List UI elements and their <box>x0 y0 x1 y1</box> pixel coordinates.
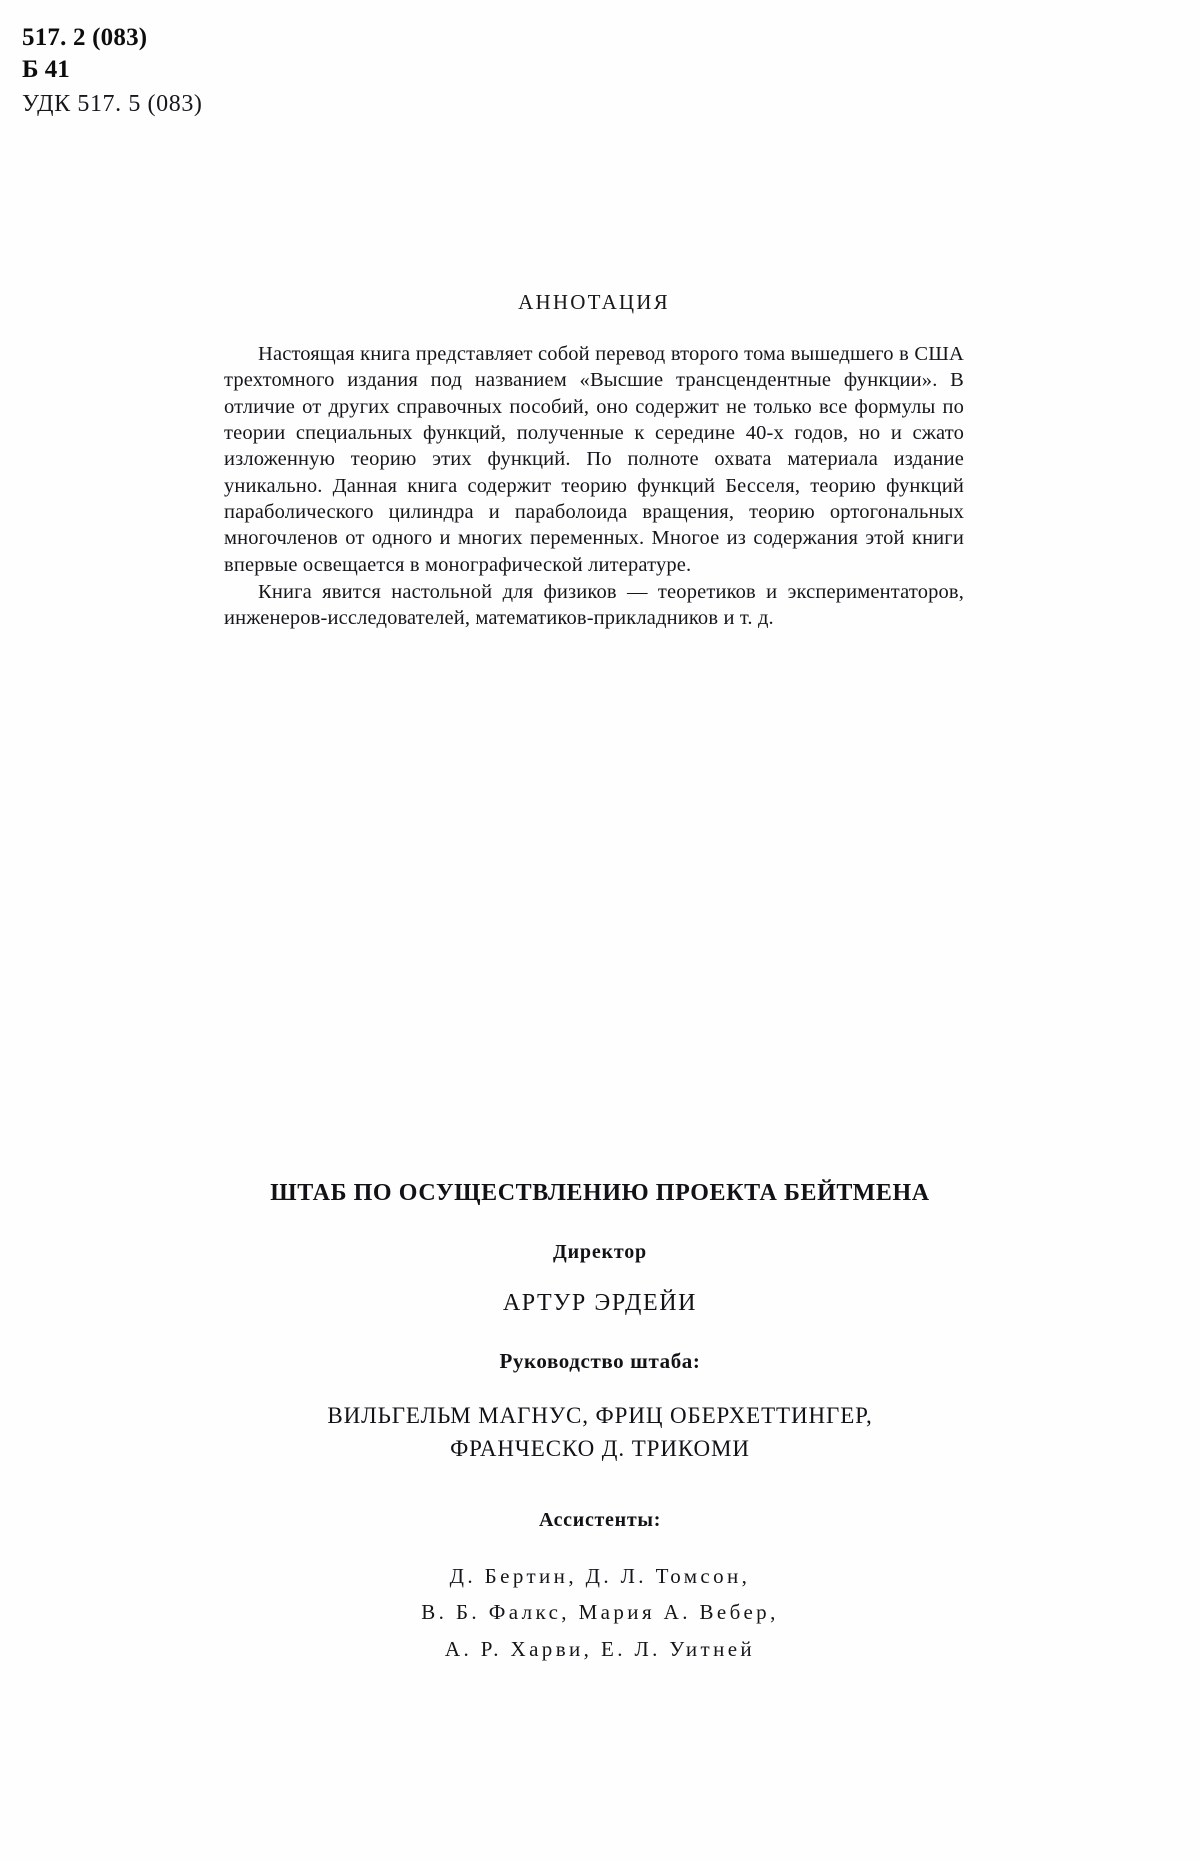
leadership-line: ВИЛЬГЕЛЬМ МАГНУС, ФРИЦ ОБЕРХЕТТИНГЕР, <box>327 1403 873 1428</box>
director-name: АРТУР ЭРДЕЙИ <box>502 1290 698 1316</box>
leadership-line: ФРАНЧЕСКО Д. ТРИКОМИ <box>450 1435 750 1461</box>
leadership-names <box>150 1400 1050 1465</box>
staff-title: ШТАБ ПО ОСУЩЕСТВЛЕНИЮ ПРОЕКТА БЕЙТМЕНА <box>270 1180 930 1206</box>
classification-code-shelf: Б 41 <box>22 56 70 84</box>
annotation-paragraph: Книга явится настольной для физиков — теоретиков и экспериментаторов, инженеров-исследователей, математиков-прикладников и т. д. <box>224 580 964 630</box>
staff-block <box>150 1180 1050 1667</box>
annotation-paragraph: Настоящая книга представляет собой перевод второго тома вышедшего в США трехтомного издания под названием «Высшие трансцендентные функции». В отличие от других справочных пособий, оно содержит не только все формулы по теории специальных функций, полученные к середине 40-х годов, но и сжато изложенную теорию этих функций. По полноте охвата материала издание уникально. Данная книга содержит теорию функций Бесселя, теорию функций параболического цилиндра и параболоида вращения, теорию ортогональных многочленов от одного и многих переменных. Многое из содержания этой книги впервые освещается в монографической литературе. <box>224 343 964 576</box>
annotation-block <box>224 290 964 632</box>
assistant-line: В. Б. Фалкс, Мария А. Вебер, <box>421 1600 779 1625</box>
director-label: Директор <box>553 1241 647 1263</box>
classification-code-main: 517. 2 (083) <box>22 24 148 51</box>
annotation-heading: АННОТАЦИЯ <box>518 290 670 314</box>
classification-udk: УДК 517. 5 (083) <box>22 91 203 117</box>
annotation-body <box>224 341 964 632</box>
assistant-line: А. Р. Харви, Е. Л. Уитней <box>444 1636 756 1661</box>
assistants-label: Ассистенты: <box>538 1509 662 1532</box>
assistant-line: Д. Бертин, Д. Л. Томсон, <box>449 1564 751 1589</box>
classification-block <box>22 22 442 122</box>
leadership-label: Руководство штаба: <box>499 1349 701 1373</box>
